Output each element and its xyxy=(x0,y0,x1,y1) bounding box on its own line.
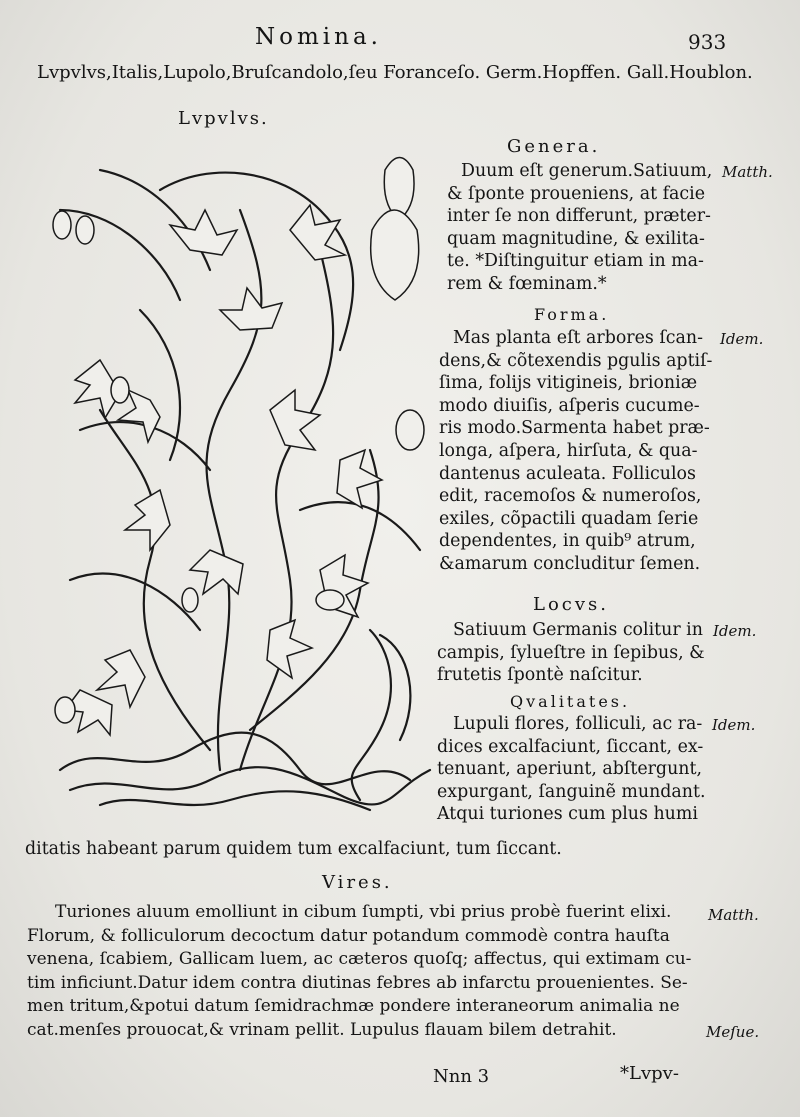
text-line: dependentes, in quib⁹ atrum, xyxy=(439,531,696,552)
text-line: te. *Diſtinguitur etiam in ma- xyxy=(447,251,704,272)
qualitates-text xyxy=(437,713,706,826)
section-heading-locus: Locvs. xyxy=(533,594,609,615)
names-line: Lvpvlvs,Italis,Lupolo,Bruſcandolo,ſeu Foranceſo. Germ.Hopffen. Gall.Houblon. xyxy=(37,62,753,83)
text-line: venena, ſcabiem, Gallicam luem, ac cæteros quoſq; affectus, qui extimam cu- xyxy=(27,949,692,969)
text-line: exiles, cõpactili quadam ſerie xyxy=(439,508,699,529)
text-line: Florum, & folliculorum decoctum datur potandum commodè contra hauſta xyxy=(27,925,670,946)
text-line: tim inficiunt.Datur idem contra diutinas febres ab infarctu prouenientes. Se- xyxy=(27,972,688,993)
text-line: Lupuli flores, folliculi, ac ra- xyxy=(453,714,703,734)
figure-title: Lvpvlvs. xyxy=(178,108,269,129)
margin-note-qualitates: Idem. xyxy=(712,716,756,734)
text-line: dens,& cõtexendis pgulis aptiſ- xyxy=(439,350,713,371)
forma-text xyxy=(439,327,712,576)
genera-text xyxy=(447,160,712,296)
locus-text xyxy=(437,619,705,687)
hop-plant-woodcut xyxy=(40,130,438,820)
catchword: *Lvpv- xyxy=(620,1063,679,1084)
text-line: Turiones aluum emolliunt in cibum ſumpti, vbi prius probè fuerint elixi. xyxy=(55,902,672,922)
text-line: longa, aſpera, hirſuta, & qua- xyxy=(439,440,698,461)
text-line: dantenus aculeata. Folliculos xyxy=(439,463,696,484)
margin-note-locus: Idem. xyxy=(713,622,757,640)
text-line: & ſponte proueniens, at facie xyxy=(447,183,705,204)
section-heading-qualitates: Qvalitates. xyxy=(510,692,631,711)
text-line: frutetis ſpontè naſcitur. xyxy=(437,665,643,686)
qualitates-continuation: ditatis habeant parum quidem tum excalfaciunt, tum ſiccant. xyxy=(25,839,562,859)
section-heading-vires: Vires. xyxy=(322,872,393,893)
text-line: ris modo.Sarmenta habet præ- xyxy=(439,418,710,439)
text-line: dices excalfaciunt, ſiccant, ex- xyxy=(437,736,704,757)
section-heading-genera: Genera. xyxy=(507,136,601,157)
margin-note-mesue: Meſue. xyxy=(706,1023,760,1041)
vires-text xyxy=(27,901,691,1042)
text-line: men tritum,&potui datum ſemidrachmæ pondere interaneorum animalia ne xyxy=(27,996,680,1016)
text-line: cat.menſes prouocat,& vrinam pellit. Lupulus flauam bilem detrahit. xyxy=(27,1019,617,1040)
text-line: ſima, folijs vitigineis, brioniæ xyxy=(439,373,698,394)
text-line: modo diuiſis, aſperis cucume- xyxy=(439,395,700,416)
text-line: Satiuum Germanis colitur in xyxy=(453,620,703,640)
text-line: Mas planta eſt arbores ſcan- xyxy=(453,328,703,348)
text-line: campis, ſylueſtre in ſepibus, & xyxy=(437,642,705,663)
text-line: &amarum concluditur ſemen. xyxy=(439,553,701,574)
text-line: Duum eſt generum.Satiuum, xyxy=(461,161,713,181)
running-title: Nomina. xyxy=(255,24,382,50)
text-line: tenuant, aperiunt, abſtergunt, xyxy=(437,759,702,780)
text-line: Atqui turiones cum plus humi xyxy=(437,804,698,825)
page-number: 933 xyxy=(688,30,727,54)
margin-note-genera: Matth. xyxy=(722,163,773,181)
margin-note-forma: Idem. xyxy=(720,330,764,348)
section-heading-forma: Forma. xyxy=(534,305,610,324)
text-line: quam magnitudine, & exilita- xyxy=(447,228,705,249)
text-line: inter ſe non differunt, præter- xyxy=(447,206,711,227)
margin-note-vires: Matth. xyxy=(708,906,759,924)
text-line: edit, racemoſos & numeroſos, xyxy=(439,486,702,507)
text-line: expurgant, ſanguinẽ mundant. xyxy=(437,781,706,802)
signature-mark: Nnn 3 xyxy=(433,1066,490,1087)
text-line: rem & fœminam.* xyxy=(447,273,607,294)
